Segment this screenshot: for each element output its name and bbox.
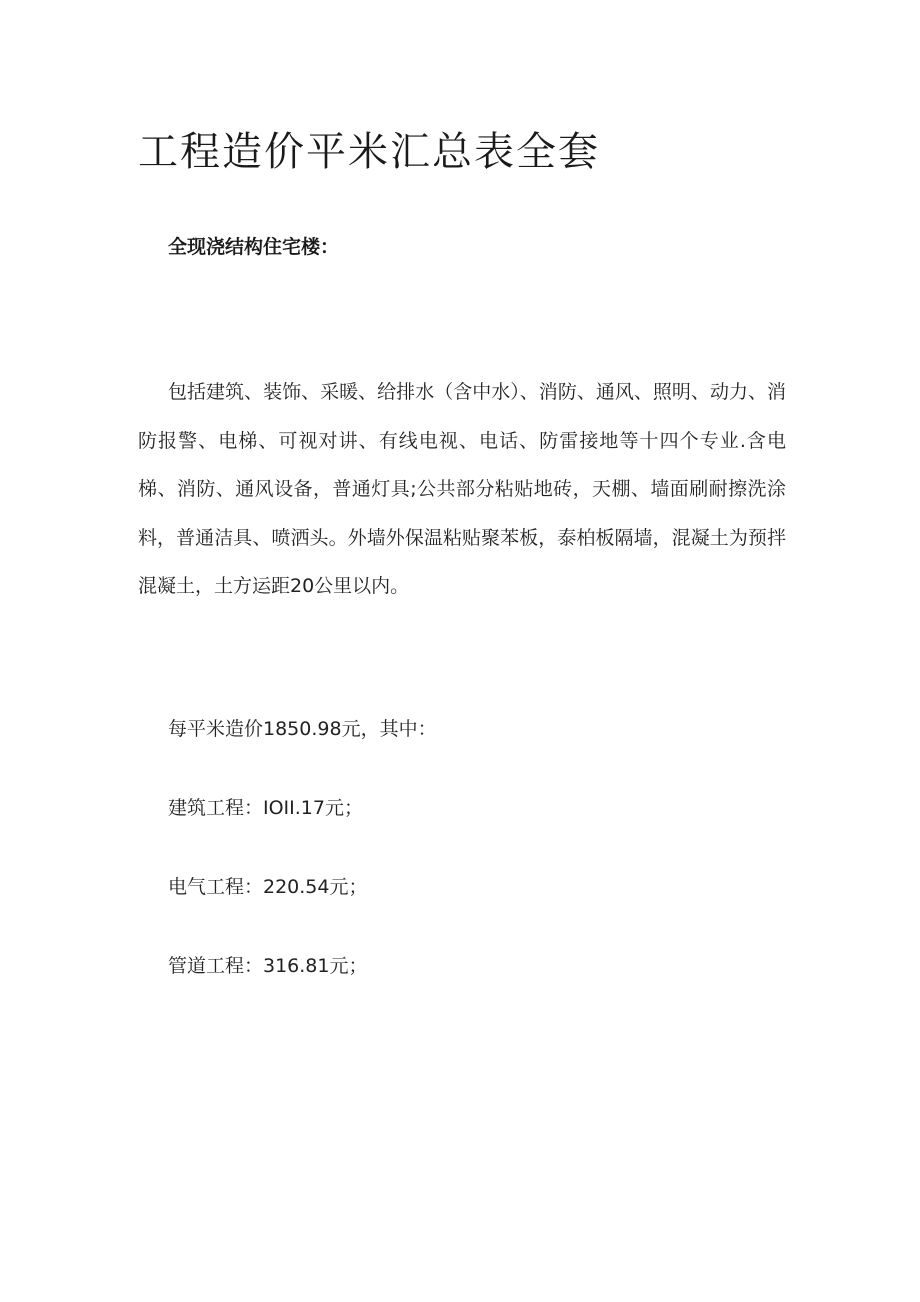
total-cost-line: 每平米造价1850.98元，其中： <box>168 718 437 740</box>
project-description: 包括建筑、装饰、采暖、给排水（含中水）、消防、通风、照明、动力、消防报警、电梯、可视对讲、有线电视、电话、防雷接地等十四个专业.含电梯、消防、通风设备，普通灯具;公共部分粘贴地砖，天棚、墙面刷耐擦洗涂料，普通洁具、喷洒头。外墙外保温粘贴聚苯板，泰柏板隔墙，混凝土为预拌混凝土，土方运距20公里以内。 <box>138 381 786 597</box>
piping-cost-line: 管道工程：316.81元； <box>168 955 368 977</box>
electrical-cost-line: 电气工程：220.54元； <box>168 876 368 898</box>
page-title: 工程造价平米汇总表全套 <box>138 129 600 175</box>
section-heading: 全现浇结构住宅楼： <box>168 236 340 258</box>
architecture-cost-line: 建筑工程：IOII.17元； <box>168 797 363 819</box>
